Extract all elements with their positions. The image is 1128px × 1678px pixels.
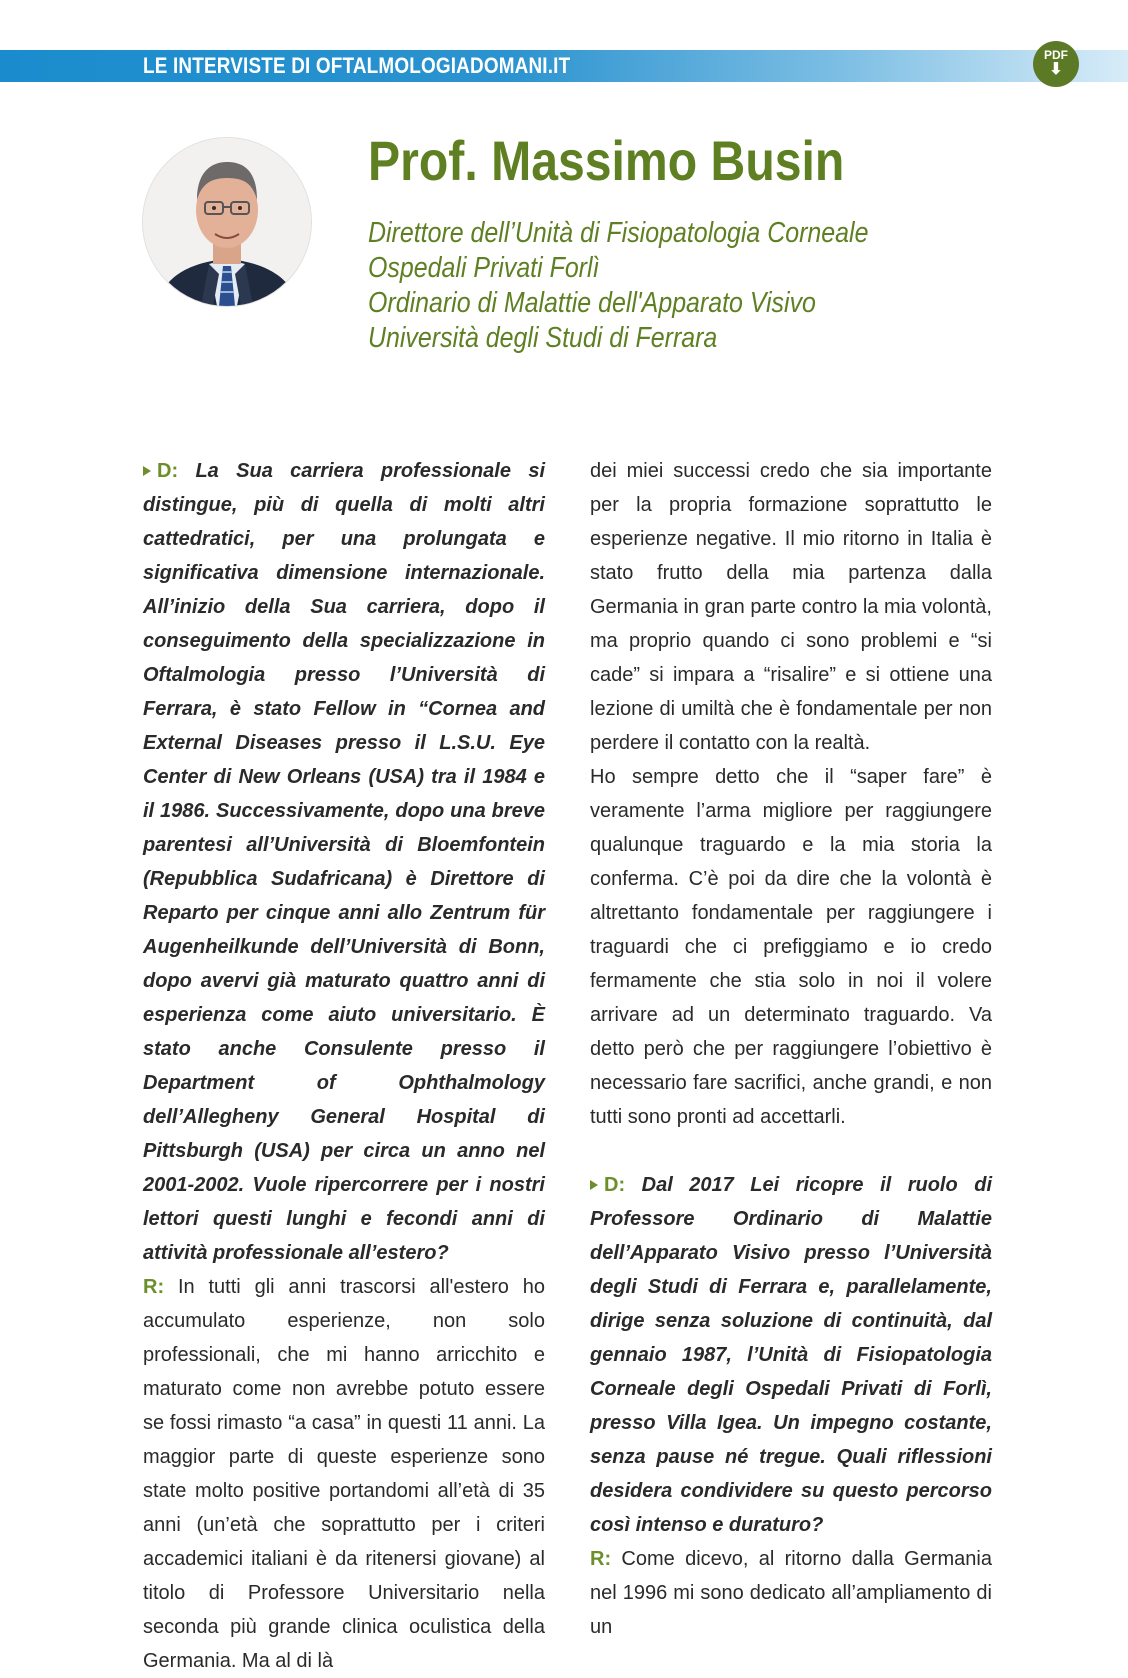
answer-1-continued: dei miei successi credo che sia importante per la propria formazione soprattutto le esperienze negative. Il mio ritorno in Italia è stato frutto della mia partenza dalla Germania in gran parte contro la mia volontà, ma proprio quando ci sono problemi e “si cade” si impara a “risalire” e si ottiene una lezione di umiltà che è fondamentale per non perdere il contatto con la realtà. bbox=[590, 460, 992, 754]
answer-label: R: bbox=[590, 1548, 612, 1570]
answer-1 bbox=[143, 1270, 545, 1678]
question-1 bbox=[143, 454, 545, 1270]
header-bar bbox=[0, 50, 1128, 82]
answer-label: R: bbox=[143, 1276, 165, 1298]
role-list bbox=[368, 216, 950, 356]
answer-text: Come dicevo, al ritorno dalla Germania nel 1996 mi sono dedicato all’ampliamento di un bbox=[590, 1548, 992, 1638]
question-text: Dal 2017 Lei ricopre il ruolo di Professore Ordinario di Malattie dell’Apparato Visivo presso l’Università degli Studi di Ferrara e, parallelamente, dirige senza soluzione di continuità, dal gennaio 1987, l’Unità di Fisiopatologia Corneale degli Ospedali Privati di Forlì, presso Villa Igea. Un impegno costante, senza pause né tregue. Quali riflessioni desidera condividere su questo percorso così intenso e duraturo? bbox=[590, 1174, 992, 1536]
paragraph-gap bbox=[590, 1134, 992, 1168]
answer-text: In tutti gli anni trascorsi all'estero ho accumulato esperienze, non solo professionali, che mi hanno arricchito e maturato come non avrebbe potuto essere se fossi rimasto “a casa” in questi 11 anni. La maggior parte di queste esperienze sono state molto positive portandomi all’età di 35 anni (un’età che soprattutto per i criteri accademici italiani è da ritenersi giovane) al titolo di Professore Universitario nella seconda più grande clinica oculistica della Germania. Ma al di là bbox=[143, 1276, 546, 1672]
pdf-label: PDF bbox=[1044, 48, 1068, 62]
answer-2 bbox=[590, 1542, 992, 1644]
question-label: D: bbox=[157, 460, 179, 482]
header-title: LE INTERVISTE DI OFTALMOLOGIADOMANI.IT bbox=[143, 53, 571, 78]
role-line: Ospedali Privati Forlì bbox=[368, 252, 600, 284]
page-title: Prof. Massimo Busin bbox=[368, 129, 845, 192]
download-arrow-icon: ⬇ bbox=[1049, 61, 1063, 78]
question-2 bbox=[590, 1168, 992, 1542]
pdf-download-button[interactable] bbox=[1033, 41, 1079, 87]
column-left bbox=[143, 454, 545, 1678]
role-line: Ordinario di Malattie dell'Apparato Visivo bbox=[368, 287, 816, 319]
avatar bbox=[143, 138, 311, 306]
role-line: Università degli Studi di Ferrara bbox=[368, 322, 718, 354]
question-label: D: bbox=[604, 1174, 626, 1196]
question-text: La Sua carriera professionale si distingue, più di quella di molti altri cattedratici, per una prolungata e significativa dimensione internazionale. All’inizio della Sua carriera, dopo il conseguimento della specializzazione in Oftalmologia presso l’Università di Ferrara, è stato Fellow in “Cornea and External Diseases presso il L.S.U. Eye Center di New Orleans (USA) tra il 1984 e il 1986. Successivamente, dopo una breve parentesi all’Università di Bloemfontein (Repubblica Sudafricana) è Direttore di Reparto per cinque anni allo Zentrum für Augenheilkunde dell’Università di Bonn, dopo avervi già maturato quattro anni di esperienza come aiuto universitario. È stato anche Consulente presso il Department of Ophthalmology dell’Allegheny General Hospital di Pittsburgh (USA) per circa un anno nel 2001-2002. Vuole ripercorrere per i nostri lettori questi lunghi e fecondi anni di attività professionale all’estero? bbox=[143, 460, 545, 1264]
answer-1-paragraph: Ho sempre detto che il “saper fare” è veramente l’arma migliore per raggiungere qualunque traguardo e la mia storia la conferma. C’è poi da dire che la volontà è altrettanto fondamentale per raggiungere i traguardi che ci prefiggiamo e io credo fermamente che stia solo in noi il volere arrivare ad un determinato traguardo. Va detto però che per raggiungere l’obiettivo è necessario fare sacrifici, anche grandi, e non tutti sono pronti ad accettarli. bbox=[590, 766, 992, 1128]
role-line: Direttore dell’Unità di Fisiopatologia Corneale bbox=[368, 217, 869, 249]
column-right bbox=[590, 454, 992, 1644]
triangle-bullet-icon bbox=[590, 1180, 598, 1190]
triangle-bullet-icon bbox=[143, 466, 151, 476]
portrait-photo bbox=[143, 138, 311, 306]
